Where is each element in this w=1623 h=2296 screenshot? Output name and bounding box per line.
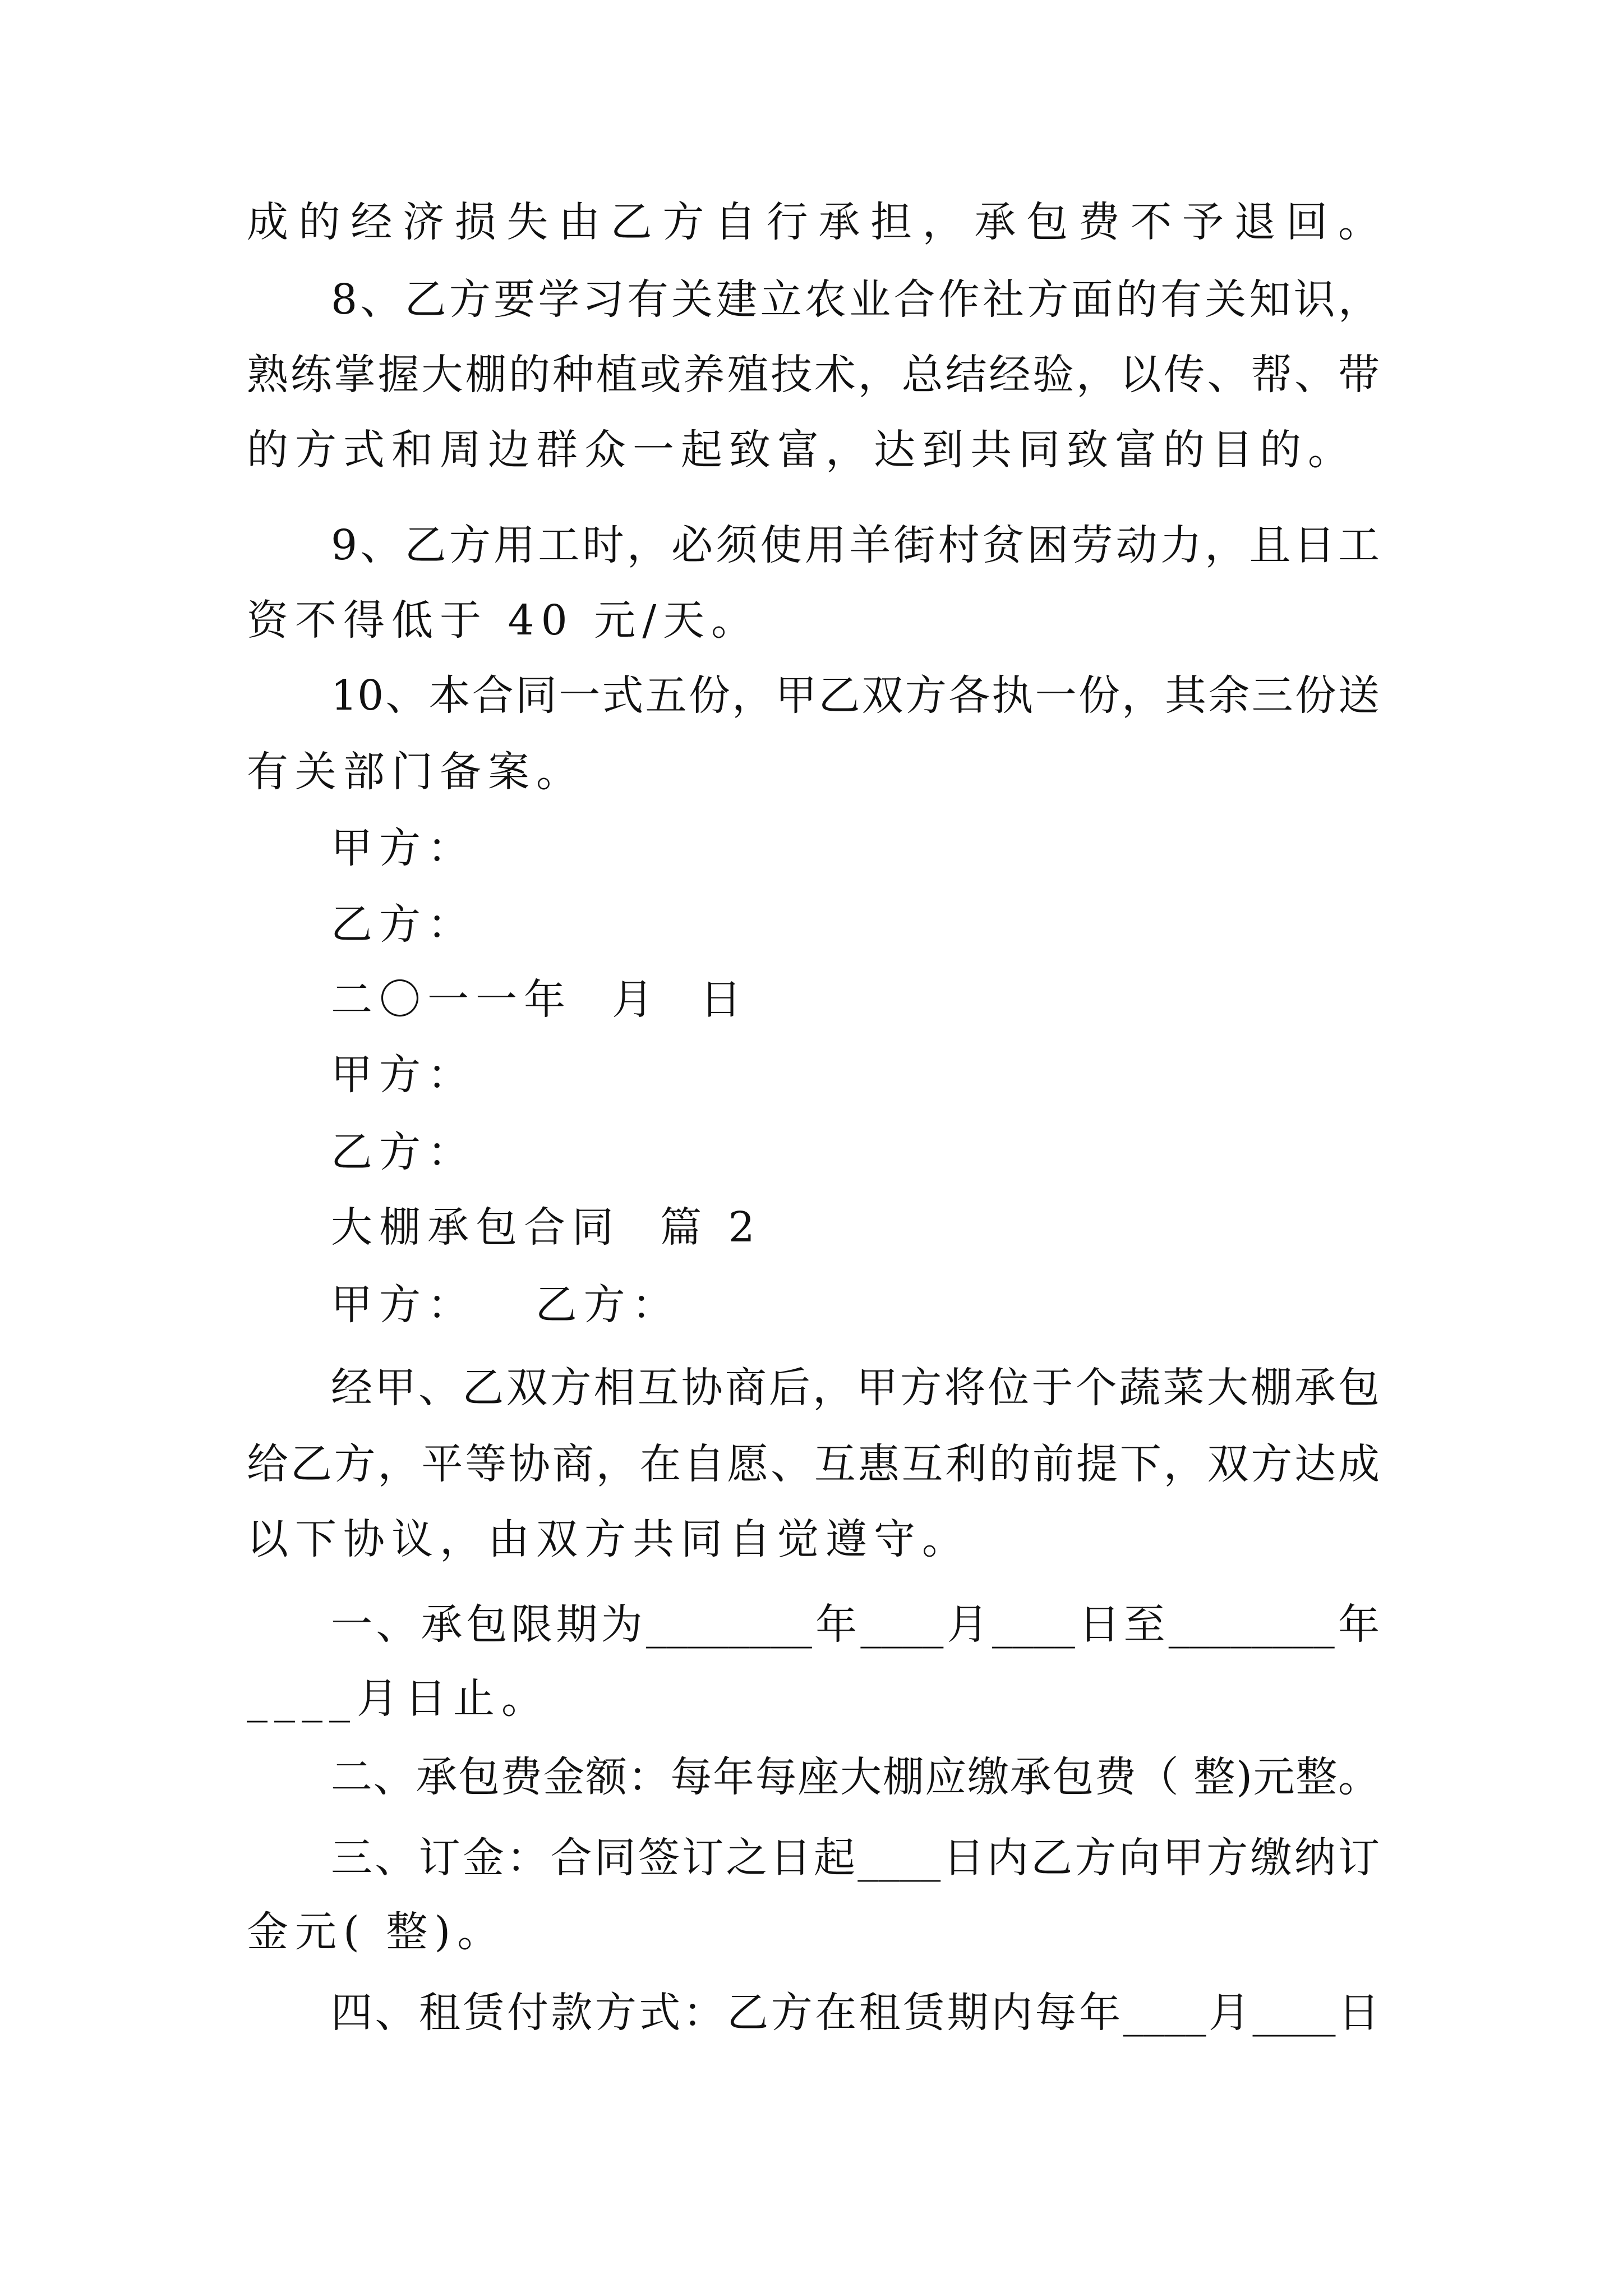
text-line: 熟练掌握大棚的种植或养殖技术，总结经验，以传、帮、带 bbox=[247, 351, 1380, 399]
text-line: 8、乙方要学习有关建立农业合作社方面的有关知识， bbox=[331, 275, 1380, 324]
text-line: 10、本合同一式五份，甲乙双方各执一份，其余三份送 bbox=[331, 671, 1380, 720]
text-line: 一、承包限期为________年____月____日至________年 bbox=[331, 1600, 1380, 1649]
text-line: 给乙方，平等协商，在自愿、互惠互利的前提下，双方达成 bbox=[247, 1440, 1380, 1488]
text-line: 乙方： bbox=[331, 1128, 476, 1176]
text-line: ____月日止。 bbox=[247, 1674, 550, 1723]
text-line: 甲方： bbox=[331, 824, 476, 872]
text-line: 经甲、乙双方相互协商后，甲方将位于个蔬菜大棚承包 bbox=[331, 1364, 1380, 1412]
text-line: 甲方： bbox=[331, 1051, 476, 1099]
text-line: 金元( 整)。 bbox=[247, 1908, 506, 1956]
text-line: 大棚承包合同 篇 2 bbox=[331, 1203, 762, 1251]
text-line: 二、承包费金额：每年每座大棚应缴承包费（ 整)元整。 bbox=[331, 1753, 1380, 1801]
text-line: 二〇一一年 月 日 bbox=[331, 976, 749, 1024]
text-line: 甲方： 乙方： bbox=[331, 1281, 680, 1329]
text-line: 乙方： bbox=[331, 900, 476, 949]
text-line: 资不得低于 40 元/天。 bbox=[247, 596, 760, 645]
text-line: 9、乙方用工时，必须使用羊街村贫困劳动力，且日工 bbox=[331, 521, 1380, 569]
text-line: 四、租赁付款方式：乙方在租赁期内每年____月____日 bbox=[331, 1989, 1380, 2037]
text-line: 以下协议，由双方共同自觉遵守。 bbox=[247, 1515, 970, 1563]
text-line: 有关部门备案。 bbox=[247, 748, 584, 796]
text-line: 三、订金：合同签订之日起____日内乙方向甲方缴纳订 bbox=[331, 1834, 1380, 1882]
text-line: 成的经济损失由乙方自行承担，承包费不予退回。 bbox=[247, 198, 1380, 246]
text-line: 的方式和周边群众一起致富，达到共同致富的目的。 bbox=[247, 426, 1356, 474]
